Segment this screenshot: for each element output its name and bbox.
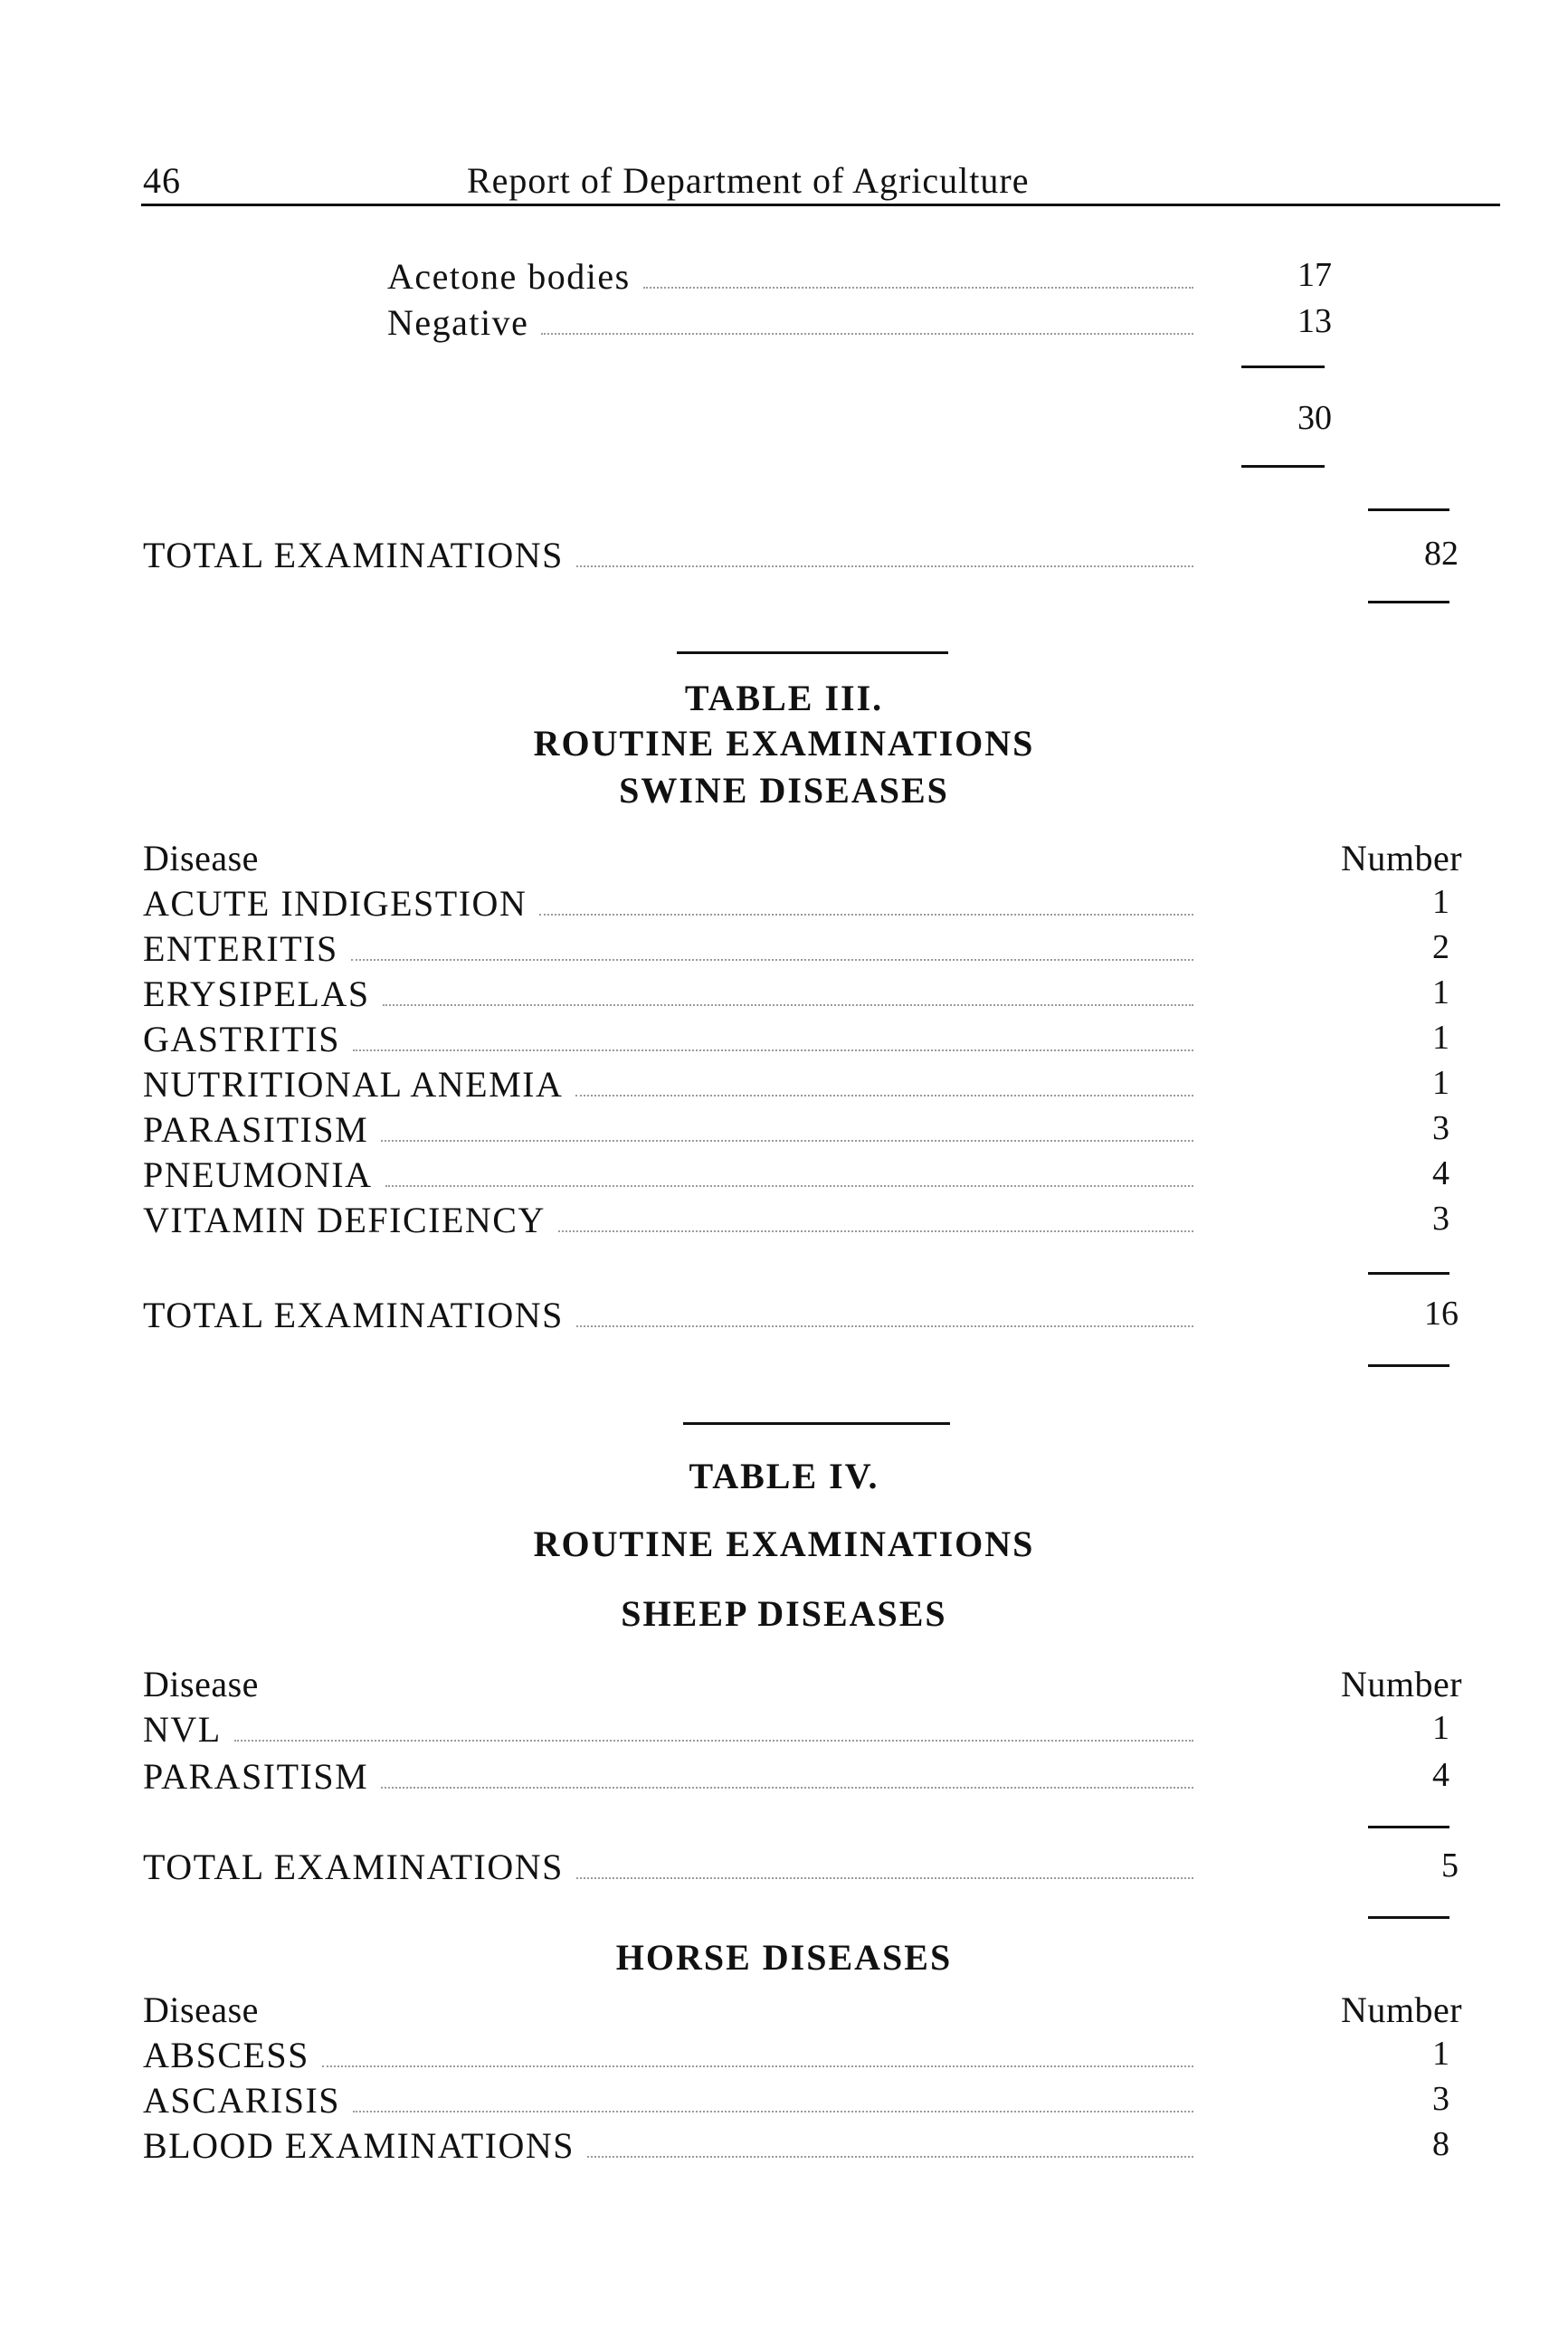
row-value: 1	[1432, 2035, 1449, 2073]
table-row: ASCARISIS	[143, 2079, 1206, 2121]
sum-rule	[1368, 1826, 1449, 1828]
section-rule	[677, 651, 948, 654]
table-row: ABSCESS	[143, 2034, 1206, 2075]
dot-leader	[381, 1115, 1193, 1142]
total-row: TOTAL EXAMINATIONS	[143, 1294, 1206, 1335]
dot-leader	[643, 261, 1193, 289]
table-row: VITAMIN DEFICIENCY	[143, 1199, 1206, 1240]
sum-rule	[1241, 366, 1325, 368]
page-header	[143, 152, 1500, 206]
column-header-number: Number	[1341, 1989, 1463, 2030]
table-row: PARASITISM	[143, 1108, 1206, 1150]
row-value: 3	[1432, 1200, 1449, 1238]
dot-leader	[587, 2131, 1193, 2158]
dot-leader	[353, 2085, 1193, 2112]
dot-leader	[322, 2040, 1193, 2067]
table-title: TABLE III.	[684, 678, 884, 718]
total-value: 16	[1424, 1295, 1459, 1333]
sum-rule	[1368, 601, 1449, 603]
dot-leader	[539, 888, 1193, 916]
table-row: GASTRITIS	[143, 1018, 1206, 1059]
total-value: 5	[1441, 1847, 1459, 1885]
dot-leader	[541, 308, 1193, 335]
sum-rule	[1241, 465, 1325, 468]
dot-leader	[353, 1024, 1193, 1051]
row-value: 17	[1297, 256, 1332, 294]
section-heading: HORSE DISEASES	[615, 1937, 953, 1978]
table-row: ERYSIPELAS	[143, 973, 1206, 1014]
list-item: Acetone bodies	[387, 255, 1206, 297]
row-value: 2	[1432, 928, 1449, 966]
column-header-disease: Disease	[143, 838, 259, 878]
row-value: 1	[1432, 973, 1449, 1011]
sum-rule	[1368, 1916, 1449, 1919]
table-title: TABLE IV.	[689, 1456, 879, 1496]
header-rule	[141, 204, 1500, 206]
row-value: 4	[1432, 1154, 1449, 1192]
table-row: PARASITISM	[143, 1755, 1206, 1797]
table-row: BLOOD EXAMINATIONS	[143, 2124, 1206, 2166]
column-header-number: Number	[1341, 1664, 1463, 1704]
page-number: 46	[143, 160, 181, 201]
total-row: TOTAL EXAMINATIONS	[143, 1846, 1206, 1887]
row-value: 3	[1432, 2080, 1449, 2118]
dot-leader	[575, 1069, 1193, 1097]
total-row: TOTAL EXAMINATIONS	[143, 534, 1206, 575]
dot-leader	[234, 1714, 1193, 1742]
running-title: Report of Department of Agriculture	[467, 160, 1030, 201]
dot-leader	[351, 934, 1193, 961]
row-value: 3	[1432, 1109, 1449, 1147]
section-rule	[683, 1422, 950, 1425]
dot-leader	[558, 1205, 1193, 1232]
table-row: PNEUMONIA	[143, 1154, 1206, 1195]
row-value: 4	[1432, 1756, 1449, 1794]
dot-leader	[576, 540, 1193, 567]
dot-leader	[383, 979, 1193, 1006]
table-row: NVL	[143, 1708, 1206, 1750]
row-value: 8	[1432, 2125, 1449, 2163]
sum-rule	[1368, 1364, 1449, 1367]
table-subtitle: ROUTINE EXAMINATIONS	[533, 1524, 1035, 1564]
dot-leader	[576, 1300, 1193, 1327]
section-heading: SWINE DISEASES	[619, 770, 949, 811]
row-value: 1	[1432, 1064, 1449, 1102]
dot-leader	[381, 1761, 1193, 1789]
sum-rule	[1368, 508, 1449, 511]
row-value: 1	[1432, 1019, 1449, 1057]
sum-rule	[1368, 1272, 1449, 1275]
table-subtitle: ROUTINE EXAMINATIONS	[533, 723, 1035, 764]
dot-leader	[576, 1852, 1193, 1879]
table-row: ENTERITIS	[143, 927, 1206, 969]
column-header-number: Number	[1341, 838, 1463, 878]
row-value: 13	[1297, 302, 1332, 340]
row-value: 1	[1432, 883, 1449, 921]
dot-leader	[385, 1160, 1194, 1187]
table-row: NUTRITIONAL ANEMIA	[143, 1063, 1206, 1105]
table-row: ACUTE INDIGESTION	[143, 882, 1206, 924]
list-item: Negative	[387, 301, 1206, 343]
row-value: 1	[1432, 1709, 1449, 1747]
total-value: 82	[1424, 535, 1459, 573]
section-heading: SHEEP DISEASES	[621, 1593, 947, 1634]
column-header-disease: Disease	[143, 1989, 259, 2030]
subtotal-value: 30	[1297, 399, 1332, 437]
column-header-disease: Disease	[143, 1664, 259, 1704]
